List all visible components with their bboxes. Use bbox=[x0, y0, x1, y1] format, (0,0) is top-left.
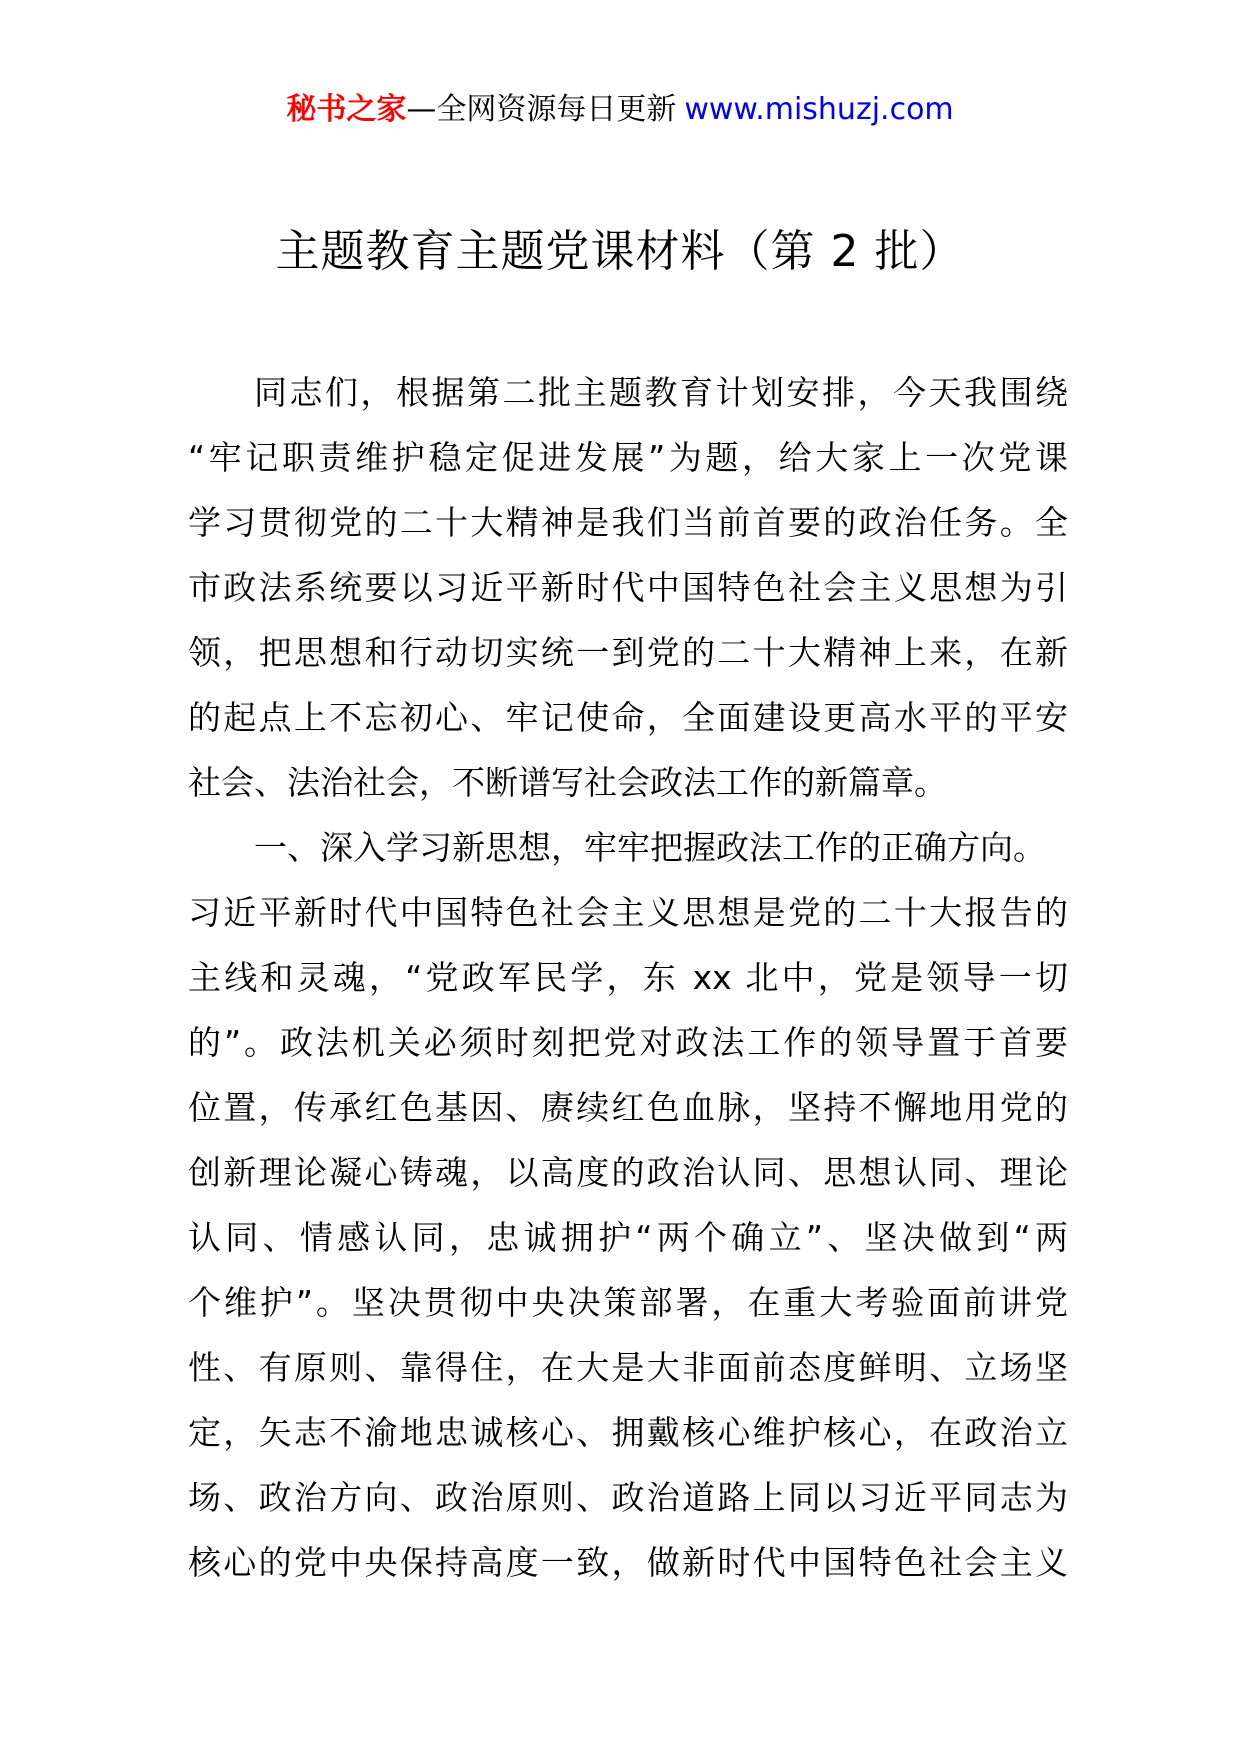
paragraph-line: 定，矢志不渝地忠诚核心、拥戴核心维护核心，在政治立 bbox=[188, 1413, 1068, 1452]
paragraph-line: 学习贯彻党的二十大精神是我们当前首要的政治任务。全 bbox=[188, 503, 1068, 542]
paragraph-line: 创新理论凝心铸魂，以高度的政治认同、思想认同、理论 bbox=[188, 1153, 1068, 1192]
paragraph-line: 场、政治方向、政治原则、政治道路上同以习近平同志为 bbox=[188, 1478, 1068, 1517]
paragraph-line: 主线和灵魂，“党政军民学，东 xx 北中，党是领导一切 bbox=[188, 958, 1068, 997]
brand-name: 秘书之家 bbox=[286, 92, 407, 127]
paragraph-line: “牢记职责维护稳定促进发展”为题，给大家上一次党课 bbox=[188, 438, 1068, 477]
paragraph-line: 性、有原则、靠得住，在大是大非面前态度鲜明、立场坚 bbox=[188, 1348, 1068, 1387]
site-banner bbox=[0, 90, 1240, 130]
paragraph-line: 个维护”。坚决贯彻中央决策部署，在重大考验面前讲党 bbox=[188, 1283, 1068, 1322]
document-title: 主题教育主题党课材料（第 2 批） bbox=[275, 226, 965, 277]
paragraph-line: 认同、情感认同，忠诚拥护“两个确立”、坚决做到“两 bbox=[188, 1218, 1068, 1257]
paragraph-line: 同志们，根据第二批主题教育计划安排，今天我围绕 bbox=[254, 373, 1068, 412]
document-body bbox=[188, 360, 1068, 1595]
paragraph-line: 领，把思想和行动切实统一到党的二十大精神上来，在新 bbox=[188, 633, 1068, 672]
paragraph-line: 习近平新时代中国特色社会主义思想是党的二十大报告的 bbox=[188, 893, 1068, 932]
paragraph-line: 社会、法治社会，不断谱写社会政法工作的新篇章。 bbox=[188, 763, 947, 802]
paragraph-line: 的”。政法机关必须时刻把党对政法工作的领导置于首要 bbox=[188, 1023, 1068, 1062]
banner-tagline: —全网资源每日更新 bbox=[406, 92, 677, 127]
site-url[interactable]: www.mishuzj.com bbox=[684, 92, 954, 127]
section-heading-line: 一、深入学习新思想，牢牢把握政法工作的正确方向。 bbox=[254, 828, 1046, 867]
paragraph-line: 位置，传承红色基因、赓续红色血脉，坚持不懈地用党的 bbox=[188, 1088, 1068, 1127]
paragraph-line: 市政法系统要以习近平新时代中国特色社会主义思想为引 bbox=[188, 568, 1068, 607]
paragraph-line: 的起点上不忘初心、牢记使命，全面建设更高水平的平安 bbox=[188, 698, 1068, 737]
paragraph-line: 核心的党中央保持高度一致，做新时代中国特色社会主义 bbox=[188, 1543, 1068, 1582]
